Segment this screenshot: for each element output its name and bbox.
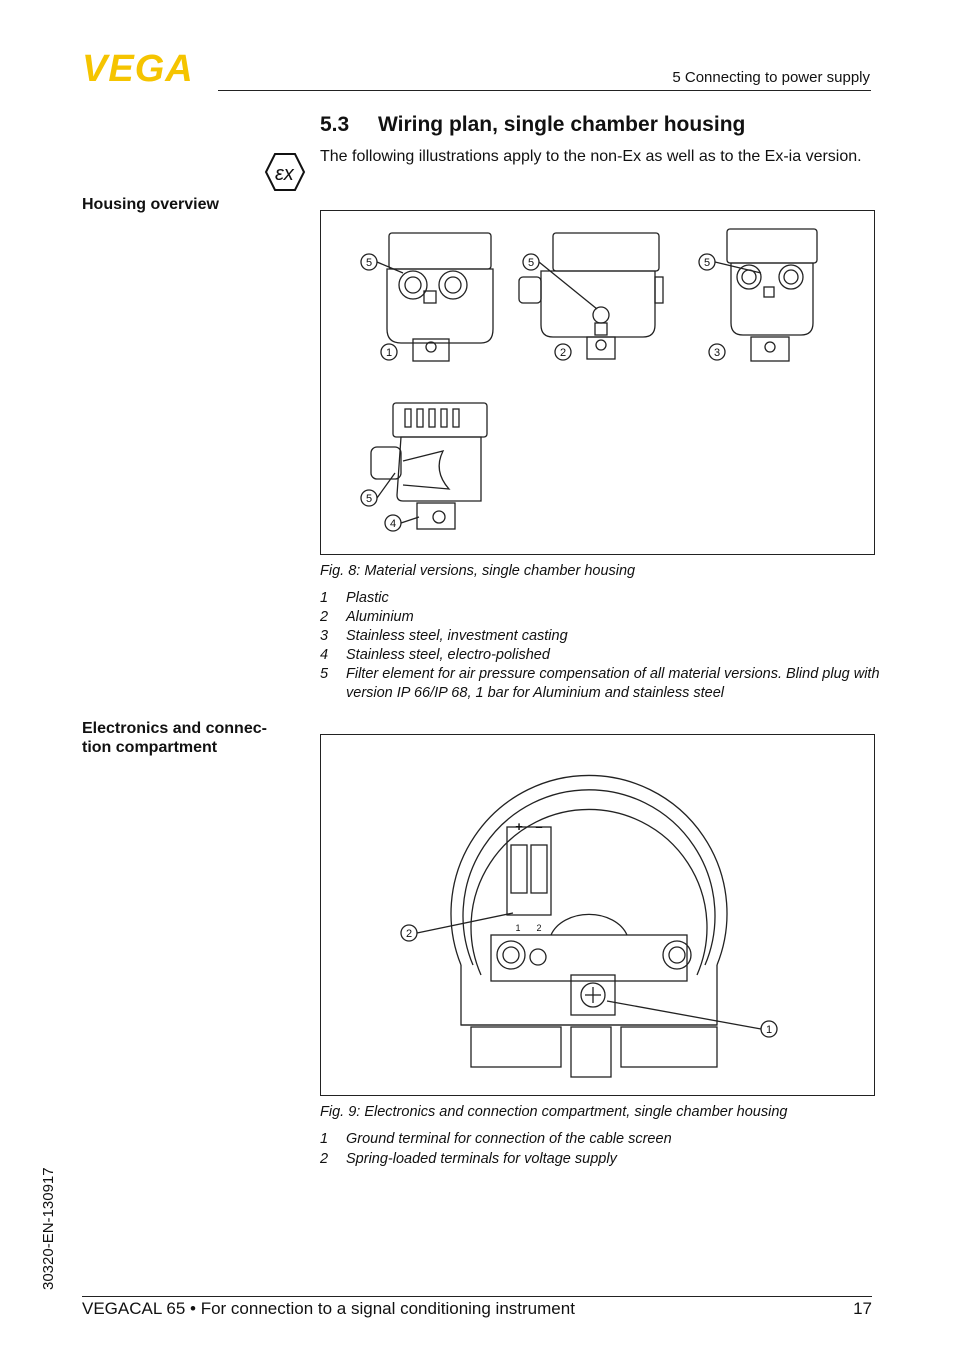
running-header: 5 Connecting to power supply xyxy=(672,69,870,86)
callout-3: 3 xyxy=(713,347,721,359)
ex-hexagon-icon xyxy=(264,152,306,192)
housing-plastic-drawing xyxy=(387,233,493,361)
header-divider xyxy=(218,90,871,91)
fig9-caption: Fig. 9: Electronics and connection compartment, single chamber housing xyxy=(320,1104,788,1120)
terminal-plus-label: + xyxy=(515,819,523,834)
legend-item: 2 Spring-loaded terminals for voltage supply xyxy=(320,1151,617,1167)
page-number: 17 xyxy=(853,1299,872,1318)
housing-stainless-cast-drawing xyxy=(727,229,817,361)
figure-electronics-compartment xyxy=(320,734,875,1096)
legend-item: 1 Plastic xyxy=(320,590,389,606)
document-id: 30320-EN-130917 xyxy=(40,1167,57,1290)
fig9-callout-1: 1 xyxy=(765,1024,773,1036)
legend-item: 4 Stainless steel, electro-polished xyxy=(320,647,550,663)
terminal-number-1: 1 xyxy=(515,923,521,933)
side-label-housing: Housing overview xyxy=(82,196,219,213)
callout-5c: 5 xyxy=(703,257,711,269)
figure-housing-overview xyxy=(320,210,875,555)
compartment-drawing xyxy=(321,735,874,1095)
fig9-legend xyxy=(320,1129,880,1169)
housing-stainless-polished-drawing xyxy=(371,403,487,529)
vega-logo xyxy=(82,52,212,84)
legend-item: 3 Stainless steel, investment casting xyxy=(320,628,568,644)
terminal-number-2: 2 xyxy=(536,923,542,933)
fig8-caption: Fig. 8: Material versions, single chamber housing xyxy=(320,563,636,579)
callout-5d: 5 xyxy=(365,493,373,505)
section-heading xyxy=(320,113,745,137)
section-title: Wiring plan, single chamber housing xyxy=(378,113,746,136)
legend-item: 2 Aluminium xyxy=(320,609,414,625)
legend-item: 1 Ground terminal for connection of the cable screen xyxy=(320,1131,672,1147)
intro-text: The following illustrations apply to the non-Ex as well as to the Ex-ia version. xyxy=(320,148,862,165)
callout-2: 2 xyxy=(559,347,567,359)
logo-text: VEGA xyxy=(82,52,194,84)
footer-title: VEGACAL 65 • For connection to a signal conditioning instrument xyxy=(82,1299,575,1318)
housing-drawings xyxy=(321,211,874,554)
side-label-electronics: Electronics and connec- tion compartment xyxy=(82,720,267,756)
section-number: 5.3 xyxy=(320,113,350,136)
callout-4: 4 xyxy=(389,518,397,530)
callout-5b: 5 xyxy=(527,257,535,269)
fig9-callout-2: 2 xyxy=(405,928,413,940)
callout-1: 1 xyxy=(385,347,393,359)
footer-divider xyxy=(82,1296,872,1297)
legend-item: 5 Filter element for air pressure compensation of all material versions. Blind plug with version IP 66/IP 68, 1 bar for Aluminium and stainless steel xyxy=(320,666,880,701)
callout-5a: 5 xyxy=(365,257,373,269)
svg-text:εx: εx xyxy=(275,163,294,185)
housing-aluminium-drawing xyxy=(519,233,663,359)
fig8-legend xyxy=(320,589,880,703)
terminal-minus-label: – xyxy=(535,819,543,834)
